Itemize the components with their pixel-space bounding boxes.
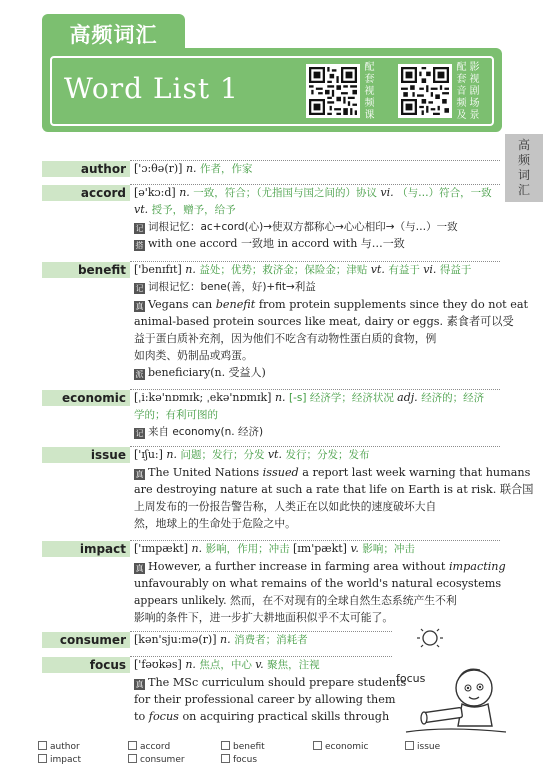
benefit-example-line-3: 益于蛋白质补充剂，因为他们不吃含有动物性蛋白质的食物，例: [134, 332, 437, 345]
side-tab-char: 词: [517, 168, 530, 182]
economic-definition-line-2: [134, 407, 218, 423]
checklist-item-accord[interactable]: [128, 741, 170, 753]
qr2-caption-char: 及: [456, 110, 467, 121]
part-of-speech: n.: [220, 633, 235, 646]
pronunciation: ['benɪfɪt]: [134, 263, 186, 276]
video-qr-code[interactable]: [306, 64, 360, 118]
checklist-label: author: [50, 742, 80, 752]
example-text: The MSc curriculum should prepare students: [148, 676, 407, 689]
checklist-item-economic[interactable]: [313, 741, 368, 753]
example-keyword: issued: [262, 466, 299, 479]
pronunciation: ['ɔ:θə(r)]: [134, 162, 186, 175]
definition: 学的；有利可图的: [134, 409, 218, 421]
checkbox-icon[interactable]: [38, 741, 47, 750]
benefit-memory-tip: [134, 279, 316, 295]
benefit-definition-line: [134, 262, 471, 278]
impact-example-line-1: [134, 559, 506, 575]
side-tab-char: 汇: [517, 183, 530, 197]
issue-example-line-2: are destroying nature at such a rate that life on Earth is at risk. 联合国: [134, 483, 534, 496]
definition: 影响，作用；冲击: [205, 543, 293, 555]
example-text: a report last week warning that humans: [298, 466, 531, 479]
definition: 有益于: [388, 264, 424, 276]
qr1-caption-char: 视: [364, 86, 375, 97]
author-definition-line: [134, 161, 253, 177]
focus-cartoon-illustration: [396, 628, 514, 738]
memory-text: 词根记忆：bene(善，好)+fit→利益: [148, 281, 316, 293]
part-of-speech: vt.: [134, 203, 152, 216]
example-text: from protein supplements since they do not eat: [255, 298, 529, 311]
qr2-caption-char: 套: [456, 74, 467, 85]
accord-collocation: [134, 236, 405, 252]
accord-definition-line-1: [134, 185, 492, 201]
part-of-speech: adj.: [397, 391, 422, 404]
definition: 经济的；经济: [421, 392, 485, 404]
qr2-caption-char: 景: [469, 110, 480, 121]
headword-accord: accord: [80, 186, 126, 200]
benefit-derivative: [134, 365, 266, 381]
qr2-caption-char: 场: [469, 98, 480, 109]
example-text: on acquiring practical skills through: [178, 710, 390, 723]
definition: [-s] 经济学；经济状况: [289, 392, 398, 404]
checkbox-icon[interactable]: [313, 741, 322, 750]
example-keyword: focus: [148, 710, 179, 723]
exam-badge-icon: 真: [135, 302, 144, 311]
side-tab-char: 高: [517, 138, 530, 152]
economic-memory-tip: [134, 424, 263, 440]
definition: 作者，作家: [200, 163, 253, 175]
headword-highlight: [42, 262, 130, 278]
part-of-speech: n.: [185, 263, 200, 276]
audio-qr-code[interactable]: [398, 64, 452, 118]
qr2-caption-col1: [456, 62, 467, 122]
checklist-item-consumer[interactable]: [128, 754, 185, 766]
qr1-caption-char: 频: [364, 98, 375, 109]
issue-example-line-4: 然，地球上的生命处于危险之中。: [134, 517, 296, 530]
qr2-caption-char: 影: [469, 62, 480, 73]
qr-code-icon: [309, 67, 357, 115]
section-title: 高频词汇: [69, 23, 158, 47]
memory-text: 来自 economy(n. 经济): [148, 426, 264, 438]
checklist-item-author[interactable]: [38, 741, 80, 753]
qr2-caption-char: 音: [456, 86, 467, 97]
consumer-definition-line: [134, 632, 308, 648]
side-tab-char: 频: [517, 153, 530, 167]
issue-example-line-3: 上周发布的一份报告警告称，人类正在以如此快的速度破坏大自: [134, 500, 437, 513]
checklist-item-impact[interactable]: [38, 754, 81, 766]
part-of-speech: n.: [191, 542, 206, 555]
headword-highlight: [42, 447, 130, 463]
qr2-caption-char: 剧: [469, 86, 480, 97]
checklist-label: focus: [233, 755, 258, 765]
checklist-item-benefit[interactable]: [221, 741, 265, 753]
focus-example-line-3: [134, 709, 389, 725]
benefit-example-line-2: animal-based protein sources like meat, dairy or eggs. 素食者可以受: [134, 315, 514, 328]
part-of-speech: v.: [255, 658, 268, 671]
headword-author: author: [80, 162, 126, 176]
headword-highlight: [42, 161, 130, 177]
headword-impact: impact: [79, 542, 126, 556]
definition: 聚焦，注视: [267, 659, 320, 671]
benefit-example-line-4: 如肉类、奶制品或鸡蛋。: [134, 349, 253, 362]
focus-definition-line: [134, 657, 320, 673]
qr2-caption-char: 频: [456, 98, 467, 109]
example-text: The United Nations: [148, 466, 263, 479]
side-section-tab: [505, 134, 543, 202]
checklist-label: economic: [325, 742, 369, 752]
definition: 消费者；消耗者: [234, 634, 308, 646]
definition: 发行；分发；发布: [285, 449, 370, 461]
part-of-speech: n.: [274, 391, 290, 404]
exam-badge-icon: 真: [135, 680, 144, 689]
part-of-speech: vi.: [423, 263, 440, 276]
checklist-label: issue: [417, 742, 441, 752]
focus-example-line-1: [134, 675, 406, 691]
exam-badge-icon: 真: [135, 564, 144, 573]
definition: 问题；发行；分发: [180, 449, 268, 461]
checklist-label: impact: [50, 755, 81, 765]
example-text: to: [134, 710, 149, 723]
definition: 影响；冲击: [362, 543, 415, 555]
qr2-caption-char: 配: [456, 62, 467, 73]
checklist-label: benefit: [233, 742, 265, 752]
pronunciation: [ə'kɔ:d]: [134, 186, 180, 199]
checkbox-icon[interactable]: [405, 741, 414, 750]
accord-definition-line-2: [134, 202, 236, 218]
part-of-speech: n.: [185, 658, 200, 671]
derivative-badge-icon: 派: [135, 370, 144, 379]
pronunciation: ['ɪmpækt]: [134, 542, 192, 555]
checkbox-icon[interactable]: [128, 741, 137, 750]
exam-badge-icon: 真: [135, 470, 144, 479]
impact-example-line-2: unfavourably on what remains of the world's natural ecosystems: [134, 577, 502, 590]
word-list-title: Word List 1: [64, 72, 239, 105]
definition: 焦点，中心: [199, 659, 256, 671]
benefit-example-line-1: [134, 297, 528, 313]
derivative-text: beneficiary(n. 受益人): [148, 366, 266, 379]
impact-definition-line: [134, 541, 415, 557]
checkbox-icon[interactable]: [221, 754, 230, 763]
part-of-speech: vt.: [370, 263, 389, 276]
focus-example-line-2: for their professional career by allowing them: [134, 693, 396, 706]
headword-focus: focus: [89, 658, 126, 672]
cartoon-caption: focus: [396, 672, 426, 685]
collocation-badge-icon: 搭: [135, 241, 144, 250]
checklist-label: consumer: [140, 755, 185, 765]
example-keyword: benefit: [215, 298, 256, 311]
issue-definition-line: [134, 447, 369, 463]
economic-definition-line-1: [134, 390, 484, 406]
headword-highlight: [42, 632, 130, 648]
pronunciation: ['ɪʃu:]: [134, 448, 167, 461]
headword-issue: issue: [90, 448, 126, 462]
checklist-item-issue[interactable]: [405, 741, 440, 753]
qr2-caption-char: 视: [469, 74, 480, 85]
example-text: However, a further increase in farming area without: [148, 560, 449, 573]
example-text: Vegans can: [148, 298, 216, 311]
part-of-speech: vi.: [380, 186, 398, 199]
collocation-text: with one accord 一致地 in accord with 与…一致: [148, 237, 405, 250]
memory-badge-icon: 记: [135, 224, 144, 233]
headword-highlight: [42, 185, 130, 201]
headword-highlight: [42, 657, 130, 673]
checkbox-icon[interactable]: [128, 754, 137, 763]
definition: 得益于: [439, 264, 472, 276]
qr1-caption: [364, 62, 375, 122]
checklist-item-focus[interactable]: [221, 754, 257, 766]
headword-consumer: consumer: [59, 633, 126, 647]
checkbox-icon[interactable]: [221, 741, 230, 750]
impact-example-line-4: 影响的条件下，进一步扩大耕地面积似乎不太可能了。: [134, 611, 394, 624]
pronunciation: [ˌi:kə'nɒmɪk; ˌekə'nɒmɪk]: [134, 391, 275, 404]
qr1-caption-char: 配: [364, 62, 375, 73]
part-of-speech: vt.: [267, 448, 286, 461]
issue-example-line-1: [134, 465, 530, 481]
memory-badge-icon: 记: [135, 284, 144, 293]
example-keyword: impacting: [448, 560, 506, 573]
headword-economic: economic: [61, 391, 126, 405]
qr-code-icon: [401, 67, 449, 115]
qr1-caption-char: 课: [364, 110, 375, 121]
headword-highlight: [42, 390, 130, 406]
memory-badge-icon: 记: [135, 429, 144, 438]
definition: 益处；优势；救济金；保险金；津贴: [199, 264, 371, 276]
definition: 一致，符合；（尤指国与国之间的）协议: [193, 187, 381, 199]
accord-memory-tip: [134, 219, 458, 235]
headword-highlight: [42, 541, 130, 557]
pronunciation: ['fəʊkəs]: [134, 658, 186, 671]
qr2-caption-col2: [469, 62, 480, 122]
checklist-label: accord: [140, 742, 171, 752]
qr1-caption-char: 套: [364, 74, 375, 85]
memory-text: 词根记忆：ac+cord(心)→使双方都称心→心心相印→（与…）一致: [148, 221, 458, 233]
definition: 授予，赠予，给予: [151, 204, 236, 216]
headword-benefit: benefit: [77, 263, 126, 277]
pronunciation: [ɪm'pækt]: [292, 542, 351, 555]
part-of-speech: n.: [185, 162, 201, 175]
checkbox-icon[interactable]: [38, 754, 47, 763]
part-of-speech: v.: [350, 542, 363, 555]
part-of-speech: n.: [179, 186, 194, 199]
definition: （与…）符合，一致: [397, 187, 492, 199]
part-of-speech: n.: [166, 448, 181, 461]
pronunciation: [kən'sju:mə(r)]: [134, 633, 220, 646]
impact-example-line-3: appears unlikely. 然而，在不对现有的全球自然生态系统产生不利: [134, 594, 457, 607]
